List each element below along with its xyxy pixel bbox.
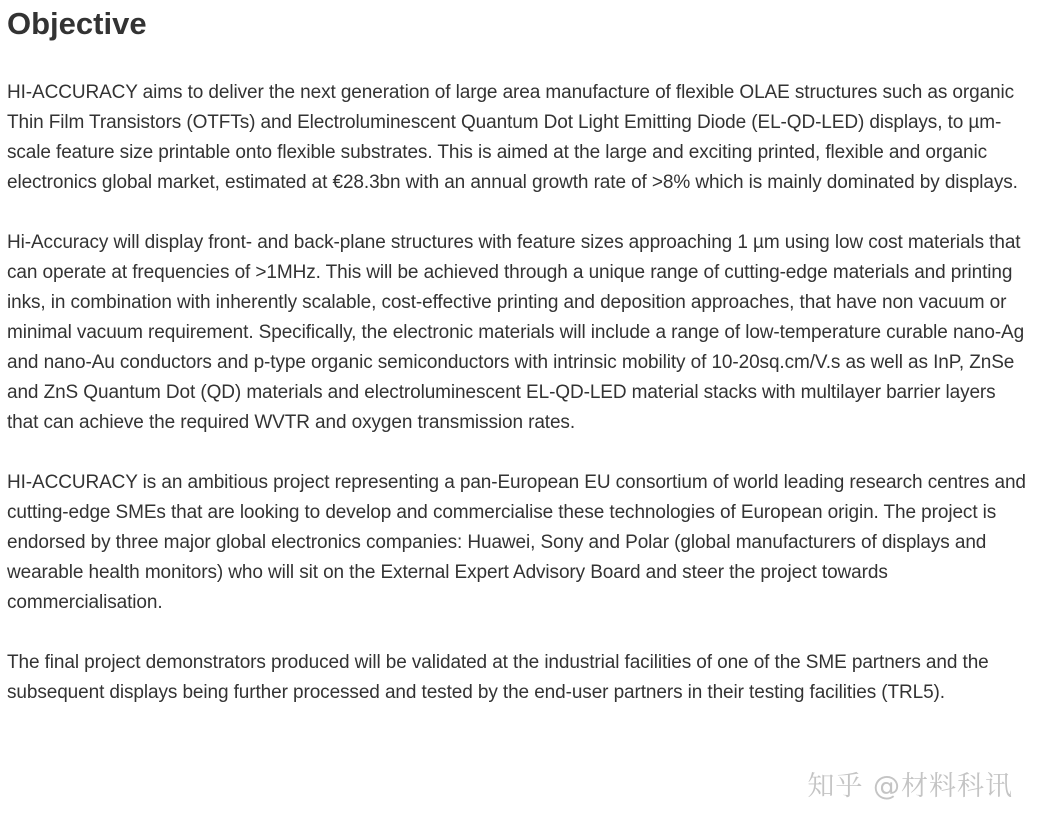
paragraph-demonstrators: The final project demonstrators produced will be validated at the industrial facilities of one of the SME partners and the subsequent displays being further processed and tested by the end-user partners in their testing facilities (TRL5).	[7, 652, 989, 703]
paragraph-consortium: HI-ACCURACY is an ambitious project representing a pan-European EU consortium of world leading research centres and cutting-edge SMEs that are looking to develop and commercialise these technologies of European origin. The project is endorsed by three major global electronics companies: Huawei, Sony and Polar (global manufacturers of displays and wearable health monitors) who will sit on the External Expert Advisory Board and steer the project towards commercialisation.	[7, 472, 1026, 613]
paragraph-materials: Hi-Accuracy will display front- and back-plane structures with feature sizes approaching 1 µm using low cost materials that can operate at frequencies of >1MHz. This will be achieved through a unique range of cutting-edge materials and printing inks, in combination with inherently scalable, cost-effective printing and deposition approaches, that have non vacuum or minimal vacuum requirement. Specifically, the electronic materials will include a range of low-temperature curable nano-Ag and nano-Au conductors and p-type organic semiconductors with intrinsic mobility of 10-20sq.cm/V.s as well as InP, ZnSe and ZnS Quantum Dot (QD) materials and electroluminescent EL-QD-LED material stacks with multilayer barrier layers that can achieve the required WVTR and oxygen transmission rates.	[7, 232, 1025, 433]
page-title: Objective	[7, 6, 147, 41]
watermark: 知乎 @材料科讯	[807, 771, 1013, 802]
paragraph-intro: HI-ACCURACY aims to deliver the next generation of large area manufacture of flexible OLAE structures such as organic Thin Film Transistors (OTFTs) and Electroluminescent Quantum Dot Light Emitting Diode (EL-QD-LED) displays, to µm-scale feature size printable onto flexible substrates. This is aimed at the large and exciting printed, flexible and organic electronics global market, estimated at €28.3bn with an annual growth rate of >8% which is mainly dominated by displays.	[7, 82, 1018, 193]
